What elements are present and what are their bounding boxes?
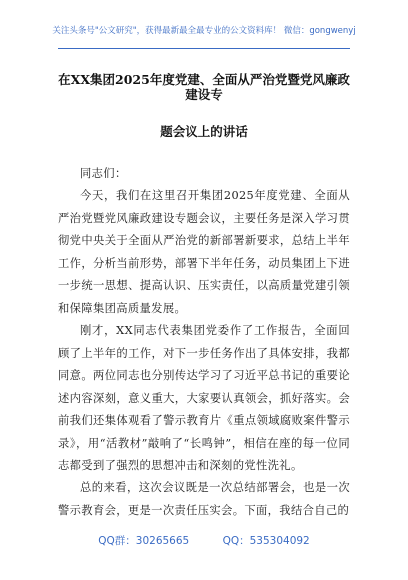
paragraph: 今天，我们在这里召开集团2025年度党建、全面从严治党暨党风廉政建设专题会议，主要任务是深入学习贯彻党中央关于全面从严治党的新部署新要求，总结上半年工作，分析当前形势，部署下半年任务，动员集团上下进一步统一思想、提高认识、压实责任，以高质量党建引领和保障集团高质量发展。: [58, 189, 350, 315]
header-banner: 关注头条号"公文研究"，获得最新最全最专业的公文资料库！ 微信：gongwenyj: [52, 26, 356, 36]
footer-qq: QQ：535304092: [222, 535, 310, 547]
document-title-line-2: 题会议上的讲话: [160, 124, 248, 139]
paragraph: 刚才，XX同志代表集团党委作了工作报告，全面回顾了上半年的工作，对下一步任务作出了具体安排，我都同意。两位同志也分别传达学习了习近平总书记的重要论述内容深刻，意义重大，大家要认真领会，抓好落实。会前我们还集体观看了警示教育片《重点领域腐败案件警示录》，用“活教材”敲响了“长鸣钟”，相信在座的每一位同志都受到了强烈的思想冲击和深刻的党性洗礼。: [58, 324, 350, 472]
footer-qq-group: QQ群：30265665: [98, 535, 190, 547]
footer-contact: [0, 533, 408, 548]
document-title-line-1: 在XX集团2025年度党建、全面从严治党暨党风廉政建设专: [58, 72, 350, 102]
header-divider: [58, 48, 350, 49]
salutation: 同志们：: [80, 167, 127, 180]
paragraph: 总的来看，这次会议既是一次总结部署会，也是一次警示教育会，更是一次责任压实会。下面，我结合自己的: [58, 481, 350, 517]
